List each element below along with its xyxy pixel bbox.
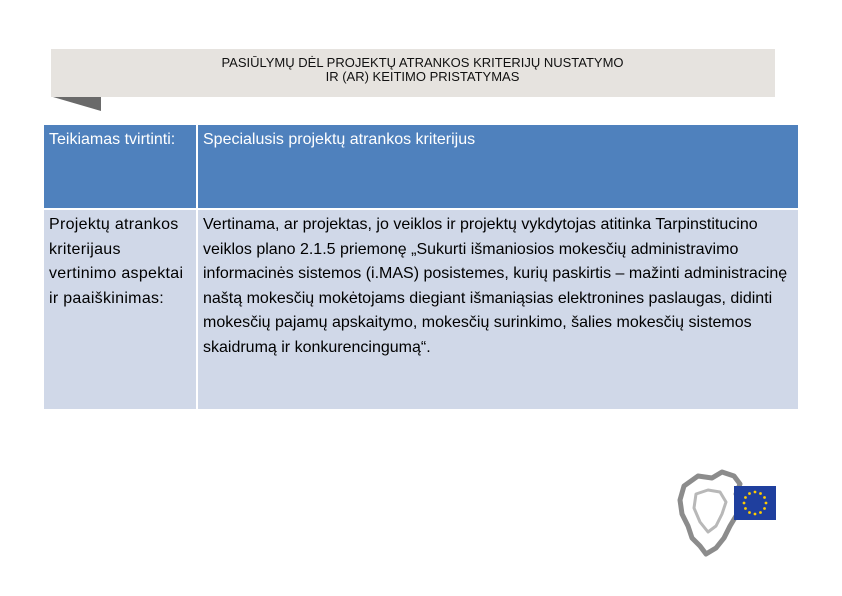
lithuania-eu-logo-icon [676, 464, 786, 564]
row-label-submitted: Teikiamas tvirtinti: [44, 125, 196, 208]
row-value-evaluation-description: Vertinama, ar projektas, jo veiklos ir projektų vykdytojas atitinka Tarpinstitucino veiklos plano 2.1.5 priemonę „Sukurti išmaniosios mokesčių administravimo informacinės sistemos (i.MAS) posistemes, kurių paskirtis – mažinti administracinę naštą mokesčių mokėtojams diegiant išmaniąsias elektronines paslaugas, didinti mokesčių pajamų apskaitymo, mokesčių surinkimo, šalies mokesčių sistemos skaidrumą ir konkurencingumą“. [198, 210, 798, 409]
page-title [51, 56, 794, 84]
eu-star-icon [765, 502, 768, 505]
eu-star-icon [744, 507, 747, 510]
eu-star-icon [763, 507, 766, 510]
table-row [44, 125, 798, 208]
eu-star-icon [763, 496, 766, 499]
eu-star-icon [754, 513, 757, 516]
table-row [44, 210, 798, 409]
eu-star-icon [759, 492, 762, 495]
title-line-1: PASIŪLYMŲ DĖL PROJEKTŲ ATRANKOS KRITERIJŲ NUSTATYMO [221, 55, 624, 70]
eu-star-icon [744, 496, 747, 499]
banner-tab-decoration [53, 97, 101, 111]
criteria-table [42, 125, 800, 409]
row-label-evaluation-aspects: Projektų atrankos kriterijaus vertinimo aspektai ir paaiškinimas: [44, 210, 196, 409]
eu-star-icon [754, 491, 757, 494]
eu-star-icon [748, 492, 751, 495]
title-line-2: IR (AR) KEITIMO PRISTATYMAS [325, 69, 520, 84]
eu-star-icon [743, 502, 746, 505]
eu-star-icon [748, 511, 751, 514]
row-value-criterion-type: Specialusis projektų atrankos kriterijus [198, 125, 798, 208]
eu-star-icon [759, 511, 762, 514]
